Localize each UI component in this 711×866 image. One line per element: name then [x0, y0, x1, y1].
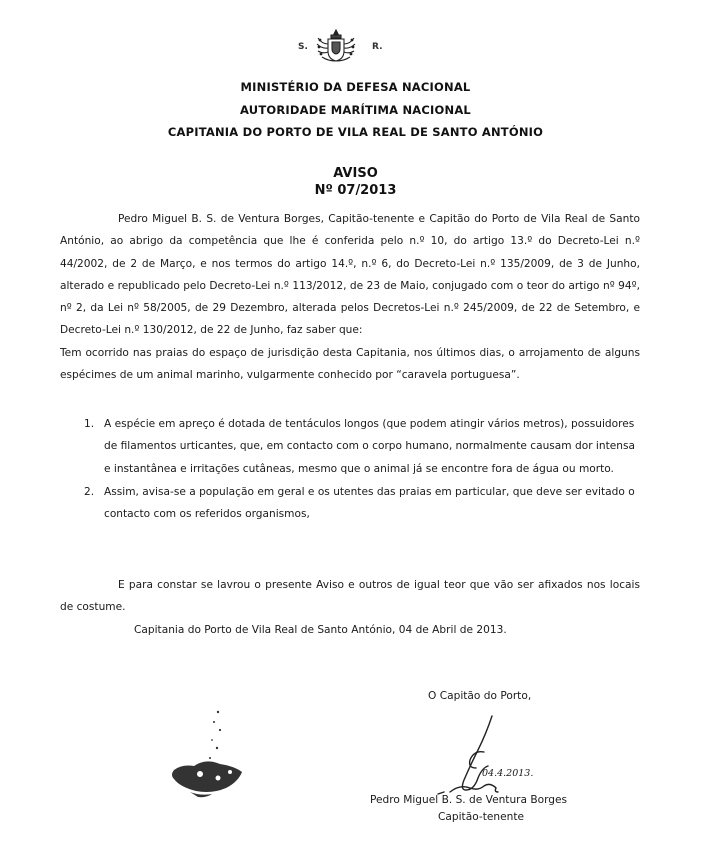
closing-section — [60, 574, 640, 619]
seal-left-letter: S. — [298, 42, 308, 52]
list-item — [80, 481, 640, 526]
handwritten-signature-icon — [430, 712, 540, 804]
signatory-rank: Capitão-tenente — [438, 811, 524, 823]
seal-right-letter: R. — [372, 42, 383, 52]
intro-section — [60, 208, 640, 386]
signature-date: 04.4.2013. — [482, 768, 534, 779]
situation-paragraph: Tem ocorrido nas praias do espaço de jurisdição desta Capitania, nos últimos dias, o arrojamento de alguns espécimes de um animal marinho, vulgarmente conhecido por “caravela portuguesa”. — [60, 346, 640, 382]
list-item — [80, 413, 640, 480]
intro-paragraph: Pedro Miguel B. S. de Ventura Borges, Capitão-tenente e Capitão do Porto de Vila Real de Santo António, ao abrigo da competência que lhe é conferida pelo n.º 10, do artigo 13.º do Decreto-Lei n.º 44/2002, de 2 de Março, e nos termos do artigo 14.º, n.º 6, do Decreto-Lei n.º 135/2009, de 3 de Junho, alterado e republicado pelo Decreto-Lei n.º 113/2012, de 23 de Maio, conjugado com o teor do artigo nº 94º, nº 2, da Lei nº 58/2005, de 29 Dezembro, alterada pelos Decretos-Lei n.º 245/2009, de 22 de Setembro, e Decreto-Lei n.º 130/2012, de 22 de Junho, faz saber que: — [60, 213, 640, 337]
warning-list — [80, 413, 640, 526]
place-date: Capitania do Porto de Vila Real de Santo António, 04 de Abril de 2013. — [134, 624, 507, 636]
notice-number: Nº 07/2013 — [314, 183, 397, 198]
official-stamp-icon — [160, 700, 270, 810]
signatory-name: Pedro Miguel B. S. de Ventura Borges — [370, 794, 568, 806]
coat-of-arms-icon — [314, 28, 358, 64]
item-text: A espécie em apreço é dotada de tentáculos longos (que podem atingir vários metros), possuidores de filamentos urticantes, que, em contacto com o corpo humano, normalmente causam dor intensa e instantânea e irritações cutâneas, mesmo que o animal já se encontre fora de água ou morto. — [104, 418, 635, 475]
signature-role: O Capitão do Porto, — [428, 690, 532, 702]
item-number: 2. — [84, 485, 95, 498]
item-number: 1. — [84, 418, 95, 430]
closing-paragraph: E para constar se lavrou o presente Aviso e outros de igual teor que vão ser afixados nos locais de costume. — [60, 579, 640, 614]
authority-line: AUTORIDADE MARÍTIMA NACIONAL — [240, 103, 471, 117]
item-text: Assim, avisa-se a população em geral e os utentes das praias em particular, que deve ser evitado o contacto com os referidos organismos, — [104, 485, 635, 521]
capitania-line: CAPITANIA DO PORTO DE VILA REAL DE SANTO ANTÓNIO — [167, 125, 544, 139]
notice-heading: AVISO — [333, 166, 378, 181]
ministry-line: MINISTÉRIO DA DEFESA NACIONAL — [240, 80, 471, 94]
